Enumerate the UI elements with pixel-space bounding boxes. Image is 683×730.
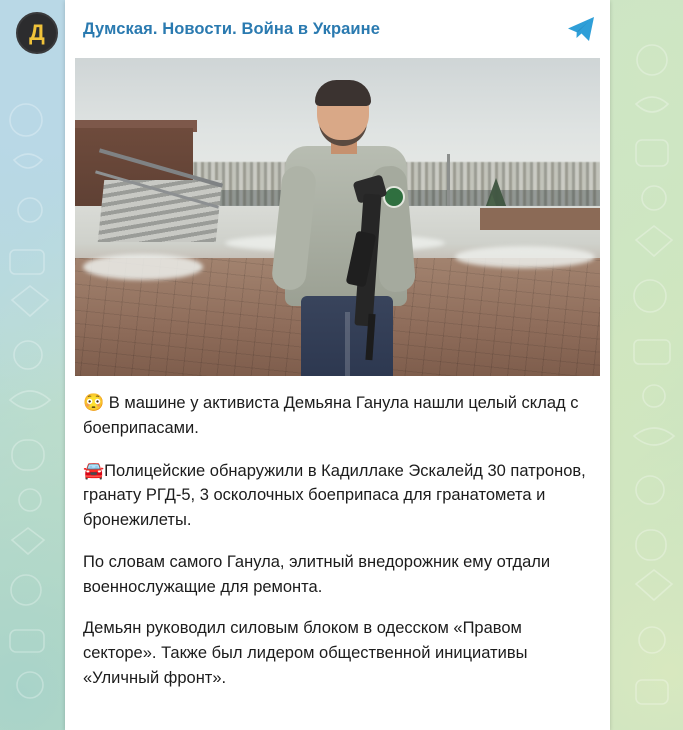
message-paragraph-text: По словам самого Ганула, элитный внедорожник ему отдали военнослужащие для ремонта.	[83, 552, 551, 596]
person-hair	[315, 80, 371, 106]
channel-title[interactable]: Думская. Новости. Война в Украине	[83, 19, 380, 38]
photo-scene	[75, 58, 600, 376]
avatar-letter: Д	[29, 20, 45, 45]
message-paragraph	[83, 550, 592, 600]
message-paragraph-text: Демьян руководил силовым блоком в одесском «Правом секторе». Также был лидером общественной инициативы «Уличный фронт».	[83, 619, 528, 687]
message-paragraph-text: В машине у активиста Демьяна Ганула нашли целый склад с боеприпасами.	[83, 394, 579, 437]
photo-back-wall	[480, 208, 600, 230]
person-jeans-seam	[345, 312, 350, 376]
jacket-badge-icon	[383, 186, 405, 208]
photo-snow-patch	[455, 246, 595, 268]
photo-snow-patch	[83, 254, 203, 280]
message-photo[interactable]	[75, 58, 600, 376]
message-paragraph	[83, 458, 592, 533]
message-paragraph	[83, 616, 592, 690]
telegram-plane-icon[interactable]	[566, 14, 596, 44]
message-body	[65, 376, 610, 701]
message-paragraph	[83, 390, 592, 441]
channel-avatar[interactable]	[16, 12, 58, 54]
message-header	[65, 0, 610, 58]
car-emoji: 🚘	[83, 460, 105, 480]
flushed-face-emoji: 😳	[83, 393, 105, 412]
photo-person	[271, 82, 421, 376]
telegram-message-card	[65, 0, 610, 730]
message-paragraph-text: Полицейские обнаружили в Кадиллаке Эскалейд 30 патронов, гранату РГД-5, 3 осколочных боеприпаса для гранатомета и бронежилеты.	[83, 461, 586, 529]
